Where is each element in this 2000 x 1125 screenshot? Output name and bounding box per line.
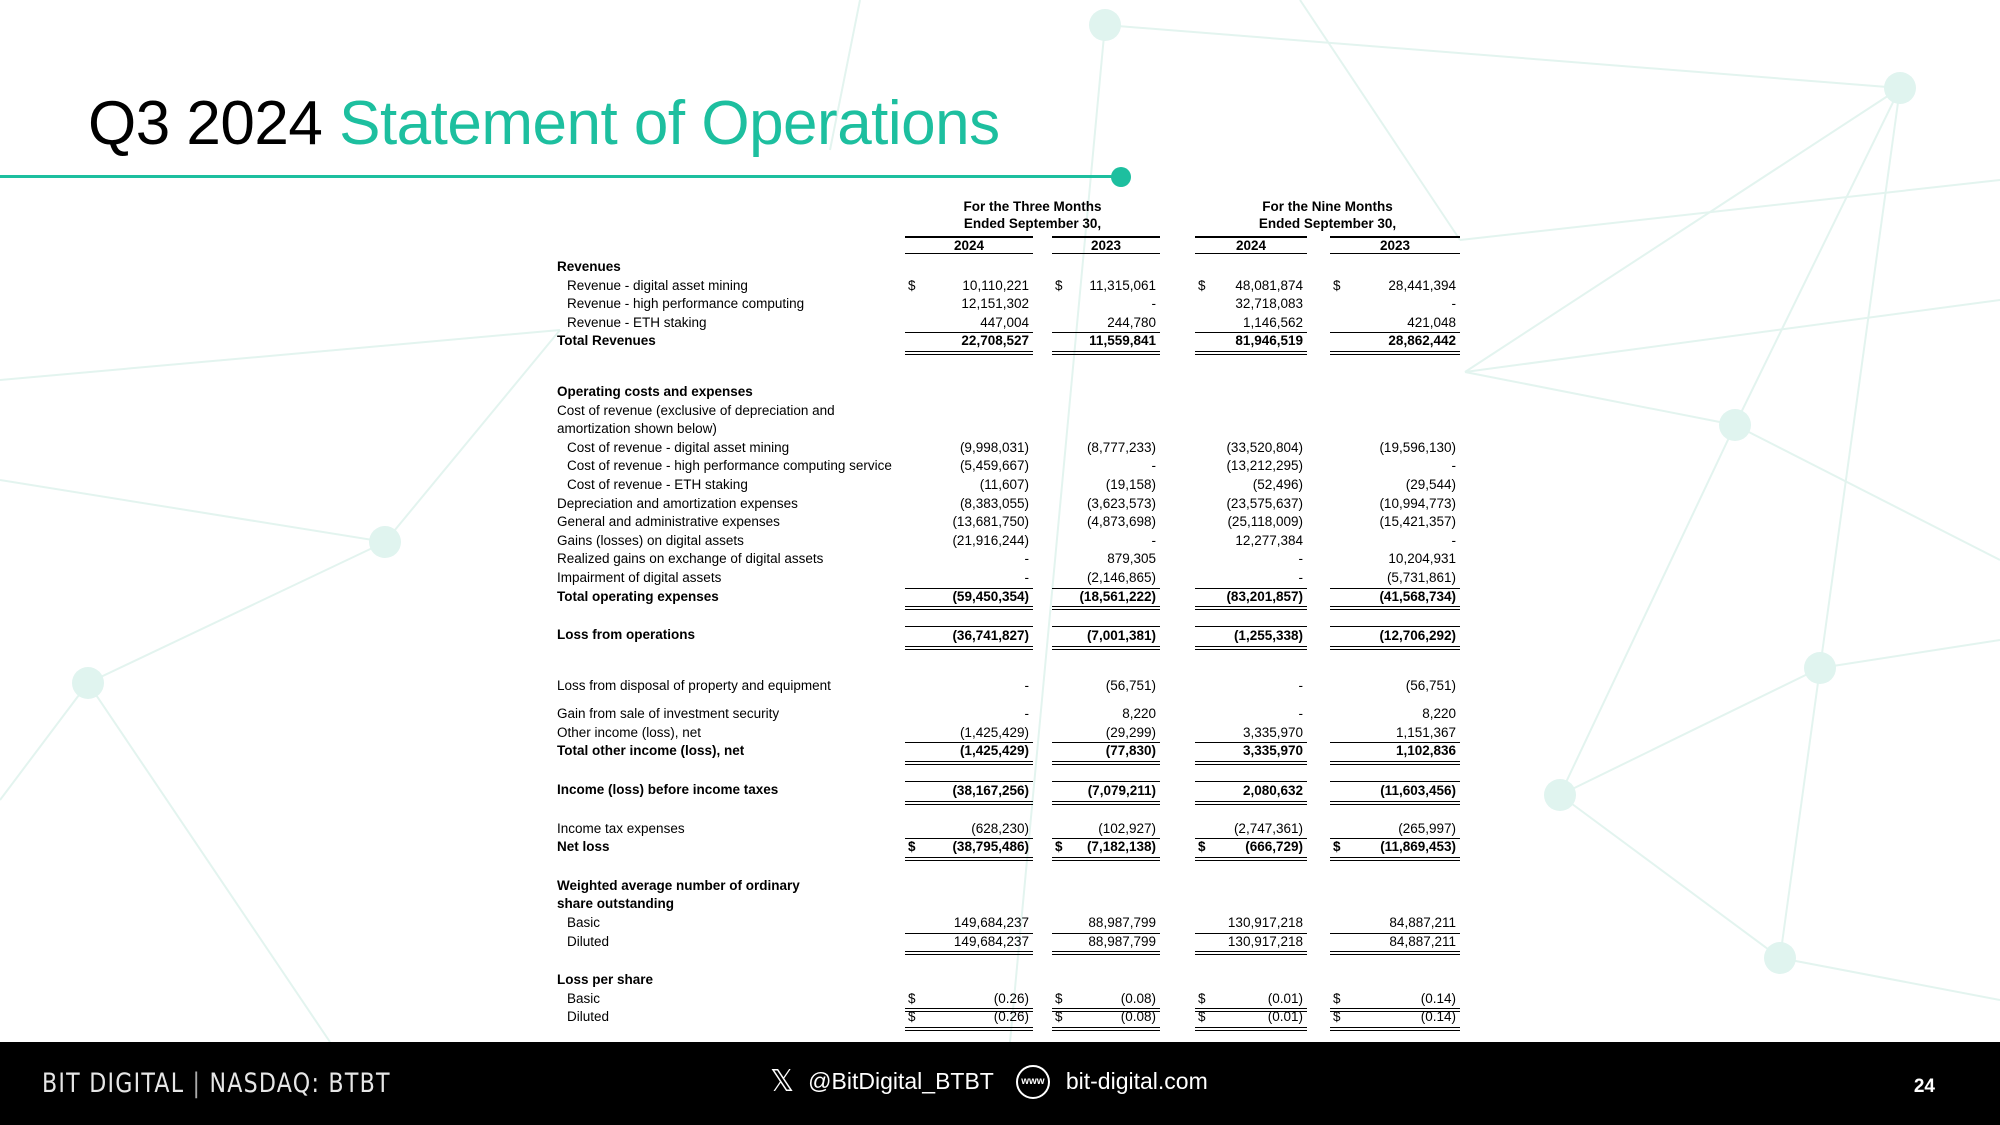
cell-value: 32,718,083 bbox=[1235, 296, 1303, 312]
table-row bbox=[555, 569, 1475, 588]
spacer-row bbox=[555, 800, 1475, 820]
table-cell bbox=[1052, 724, 1160, 744]
cell-value: (29,299) bbox=[1105, 724, 1156, 740]
cell-value: 81,946,519 bbox=[1235, 333, 1303, 349]
table-cell bbox=[1330, 532, 1460, 551]
table-row bbox=[555, 295, 1475, 314]
cell-value: (59,450,354) bbox=[952, 588, 1029, 604]
cell-value: 8,220 bbox=[1422, 706, 1456, 722]
cell-value: - bbox=[1298, 551, 1303, 567]
currency-symbol: $ bbox=[1055, 277, 1063, 293]
cell-value: (666,729) bbox=[1245, 839, 1303, 855]
cell-value: (2,747,361) bbox=[1233, 820, 1303, 836]
cell-value: (0.26) bbox=[993, 990, 1029, 1006]
cell-value: (36,741,827) bbox=[952, 628, 1029, 644]
table-row bbox=[555, 877, 1475, 896]
table-row bbox=[555, 476, 1475, 495]
row-label: Gain from sale of investment security bbox=[557, 706, 780, 722]
cell-value: (0.01) bbox=[1267, 990, 1303, 1006]
row-label: Diluted bbox=[567, 1009, 610, 1025]
cell-value: (628,230) bbox=[971, 820, 1029, 836]
currency-symbol: $ bbox=[1198, 277, 1206, 293]
row-label: Basic bbox=[567, 915, 601, 931]
table-cell bbox=[1330, 677, 1460, 696]
brand-name: BIT DIGITAL bbox=[42, 1068, 185, 1099]
www-icon: www bbox=[1016, 1065, 1050, 1099]
cell-value: (21,916,244) bbox=[952, 532, 1029, 548]
table-header bbox=[555, 196, 1475, 258]
title-underline-dot bbox=[1111, 167, 1131, 187]
table-cell bbox=[905, 724, 1033, 744]
cell-value: 421,048 bbox=[1407, 314, 1456, 330]
cell-value: (38,795,486) bbox=[952, 839, 1029, 855]
table-cell bbox=[1195, 277, 1307, 296]
spacer-row bbox=[555, 695, 1475, 705]
table-cell bbox=[1330, 550, 1460, 569]
cell-value: (7,182,138) bbox=[1086, 839, 1156, 855]
cell-value: 149,684,237 bbox=[953, 933, 1029, 949]
cell-value: 8,220 bbox=[1122, 706, 1156, 722]
cell-value: (15,421,357) bbox=[1379, 514, 1456, 530]
table-cell bbox=[905, 1008, 1033, 1031]
year-header: 2023 bbox=[1330, 236, 1460, 254]
cell-value: (33,520,804) bbox=[1226, 439, 1303, 455]
cell-value: 447,004 bbox=[980, 314, 1029, 330]
cell-value: - bbox=[1451, 296, 1456, 312]
table-cell bbox=[1195, 724, 1307, 744]
cell-value: (0.08) bbox=[1120, 990, 1156, 1006]
cell-value: 1,102,836 bbox=[1395, 743, 1456, 759]
currency-symbol: $ bbox=[908, 990, 916, 1006]
cell-value: (12,706,292) bbox=[1379, 628, 1456, 644]
spacer-row bbox=[555, 351, 1475, 383]
row-label: General and administrative expenses bbox=[557, 514, 780, 530]
table-cell bbox=[1330, 495, 1460, 514]
cell-value: (0.14) bbox=[1420, 990, 1456, 1006]
table-cell bbox=[1052, 457, 1160, 476]
table-cell bbox=[1330, 914, 1460, 934]
table-cell bbox=[1052, 314, 1160, 334]
table-row bbox=[555, 383, 1475, 402]
currency-symbol: $ bbox=[1333, 839, 1341, 855]
group-header-three-months: For the Three Months Ended September 30, bbox=[963, 199, 1102, 231]
cell-value: (0.14) bbox=[1420, 1009, 1456, 1025]
table-cell bbox=[905, 532, 1033, 551]
brand-logo: BIT DIGITAL | NASDAQ: BTBT bbox=[42, 1068, 391, 1099]
table-row bbox=[555, 838, 1475, 857]
cell-value: (1,425,429) bbox=[959, 743, 1029, 759]
table-cell bbox=[905, 569, 1033, 589]
cell-value: - bbox=[1151, 532, 1156, 548]
table-row bbox=[555, 742, 1475, 761]
statement-of-operations-table bbox=[555, 196, 1475, 1027]
table-cell bbox=[1330, 277, 1460, 296]
page-title bbox=[88, 88, 1000, 159]
currency-symbol: $ bbox=[908, 277, 916, 293]
cell-value: (1,255,338) bbox=[1233, 628, 1303, 644]
row-label: Cost of revenue - ETH staking bbox=[567, 476, 748, 492]
row-label: Operating costs and expenses bbox=[557, 383, 753, 399]
table-body bbox=[555, 258, 1475, 1027]
table-cell bbox=[1195, 532, 1307, 551]
currency-symbol: $ bbox=[1198, 990, 1206, 1006]
row-label: Revenue - digital asset mining bbox=[567, 277, 748, 293]
table-cell bbox=[1052, 495, 1160, 514]
table-row bbox=[555, 933, 1475, 952]
currency-symbol: $ bbox=[1055, 839, 1063, 855]
table-row bbox=[555, 550, 1475, 569]
table-row bbox=[555, 495, 1475, 514]
cell-value: (2,146,865) bbox=[1086, 569, 1156, 585]
table-cell bbox=[905, 439, 1033, 458]
row-label: Net loss bbox=[557, 839, 610, 855]
table-cell bbox=[1330, 1008, 1460, 1031]
table-cell bbox=[1195, 569, 1307, 589]
row-label: Cost of revenue - high performance computing service bbox=[567, 458, 892, 474]
footer-bar bbox=[0, 1042, 2000, 1125]
cell-value: - bbox=[1298, 677, 1303, 693]
group-header-nine-months: For the Nine Months Ended September 30, bbox=[1258, 199, 1397, 231]
table-cell bbox=[1052, 513, 1160, 532]
table-cell bbox=[905, 513, 1033, 532]
table-row bbox=[555, 1008, 1475, 1027]
cell-value: (8,777,233) bbox=[1086, 439, 1156, 455]
cell-value: 28,862,442 bbox=[1388, 333, 1456, 349]
row-label: Income tax expenses bbox=[557, 820, 685, 836]
cell-value: (19,158) bbox=[1105, 476, 1156, 492]
cell-value: 2,080,632 bbox=[1242, 783, 1303, 799]
cell-value: 879,305 bbox=[1107, 551, 1156, 567]
table-cell bbox=[1052, 820, 1160, 840]
cell-value: 84,887,211 bbox=[1389, 915, 1456, 931]
cell-value: (5,731,861) bbox=[1386, 569, 1456, 585]
cell-value: 84,887,211 bbox=[1389, 933, 1456, 949]
row-label: Loss from disposal of property and equipment bbox=[557, 677, 831, 693]
cell-value: (7,001,381) bbox=[1086, 628, 1156, 644]
cell-value: (11,603,456) bbox=[1380, 783, 1456, 799]
currency-symbol: $ bbox=[908, 839, 916, 855]
cell-value: (19,596,130) bbox=[1379, 439, 1456, 455]
cell-value: - bbox=[1451, 458, 1456, 474]
table-row bbox=[555, 705, 1475, 724]
table-cell bbox=[905, 705, 1033, 724]
table-cell bbox=[1052, 677, 1160, 696]
table-cell bbox=[1052, 532, 1160, 551]
table-row bbox=[555, 971, 1475, 990]
table-cell bbox=[1052, 705, 1160, 724]
cell-value: (265,997) bbox=[1398, 820, 1456, 836]
table-cell bbox=[1330, 314, 1460, 334]
table-cell bbox=[905, 677, 1033, 696]
cell-value: (77,830) bbox=[1105, 743, 1156, 759]
table-cell bbox=[1195, 457, 1307, 476]
table-cell bbox=[905, 295, 1033, 314]
cell-value: 22,708,527 bbox=[961, 333, 1029, 349]
cell-value: 149,684,237 bbox=[953, 915, 1029, 931]
page-number: 24 bbox=[1913, 1076, 1935, 1097]
table-cell bbox=[1330, 820, 1460, 840]
table-cell bbox=[1195, 1008, 1307, 1031]
table-cell bbox=[1330, 439, 1460, 458]
currency-symbol: $ bbox=[908, 1009, 916, 1025]
table-cell bbox=[1330, 476, 1460, 495]
cell-value: (3,623,573) bbox=[1086, 495, 1156, 511]
currency-symbol: $ bbox=[1198, 839, 1206, 855]
table-row bbox=[555, 457, 1475, 476]
cell-value: 12,151,302 bbox=[961, 296, 1029, 312]
row-label: amortization shown below) bbox=[557, 421, 717, 437]
row-label: Cost of revenue - digital asset mining bbox=[567, 439, 790, 455]
cell-value: - bbox=[1024, 677, 1029, 693]
x-icon[interactable]: 𝕏 bbox=[770, 1064, 795, 1099]
table-cell bbox=[1052, 550, 1160, 569]
table-cell bbox=[1195, 476, 1307, 495]
row-label: Cost of revenue (exclusive of depreciation and bbox=[557, 402, 835, 418]
cell-value: 244,780 bbox=[1107, 314, 1156, 330]
cell-value: 3,335,970 bbox=[1242, 724, 1303, 740]
table-cell bbox=[1330, 457, 1460, 476]
table-cell bbox=[1195, 550, 1307, 569]
row-label: share outstanding bbox=[557, 896, 675, 912]
row-label: Revenue - high performance computing bbox=[567, 296, 805, 312]
row-label: Income (loss) before income taxes bbox=[557, 782, 779, 798]
year-header: 2023 bbox=[1052, 236, 1160, 254]
table-cell bbox=[1195, 314, 1307, 334]
cell-value: (11,869,453) bbox=[1380, 839, 1456, 855]
table-row bbox=[555, 781, 1475, 800]
brand-ticker: NASDAQ: BTBT bbox=[209, 1068, 391, 1099]
cell-value: (1,425,429) bbox=[959, 724, 1029, 740]
cell-value: (83,201,857) bbox=[1226, 588, 1303, 604]
cell-value: (13,681,750) bbox=[952, 514, 1029, 530]
table-row bbox=[555, 277, 1475, 296]
cell-value: - bbox=[1298, 569, 1303, 585]
table-cell bbox=[1052, 476, 1160, 495]
cell-value: (8,383,055) bbox=[959, 495, 1029, 511]
spacer-row bbox=[555, 606, 1475, 626]
cell-value: 48,081,874 bbox=[1235, 277, 1303, 293]
spacer-row bbox=[555, 951, 1475, 971]
cell-value: (56,751) bbox=[1405, 677, 1456, 693]
row-label: Weighted average number of ordinary bbox=[557, 877, 800, 893]
cell-value: 130,917,218 bbox=[1227, 933, 1303, 949]
cell-value: - bbox=[1024, 706, 1029, 722]
cell-value: (29,544) bbox=[1405, 476, 1456, 492]
table-row bbox=[555, 820, 1475, 839]
table-cell bbox=[1195, 295, 1307, 314]
website-link[interactable]: bit-digital.com bbox=[1065, 1068, 1208, 1094]
cell-value: 12,277,384 bbox=[1235, 532, 1303, 548]
title-accent: Statement of Operations bbox=[339, 89, 1000, 158]
table-cell bbox=[1195, 820, 1307, 840]
row-label: Depreciation and amortization expenses bbox=[557, 495, 798, 511]
row-label: Loss from operations bbox=[557, 627, 696, 643]
cell-value: - bbox=[1151, 296, 1156, 312]
table-row bbox=[555, 626, 1475, 645]
currency-symbol: $ bbox=[1198, 1009, 1206, 1025]
row-label: Loss per share bbox=[557, 972, 654, 988]
cell-value: (25,118,009) bbox=[1227, 514, 1303, 530]
social-handle[interactable]: @BitDigital_BTBT bbox=[808, 1068, 994, 1094]
cell-value: (0.01) bbox=[1267, 1009, 1303, 1025]
table-cell bbox=[1195, 439, 1307, 458]
spacer-row bbox=[555, 857, 1475, 877]
cell-value: (18,561,222) bbox=[1079, 588, 1156, 604]
table-cell bbox=[1330, 569, 1460, 589]
cell-value: 28,441,394 bbox=[1388, 277, 1456, 293]
table-cell bbox=[1195, 914, 1307, 934]
cell-value: 3,335,970 bbox=[1242, 743, 1303, 759]
row-label: Other income (loss), net bbox=[557, 724, 702, 740]
row-label: Realized gains on exchange of digital assets bbox=[557, 551, 824, 567]
cell-value: 10,204,931 bbox=[1388, 551, 1456, 567]
table-cell bbox=[1195, 495, 1307, 514]
table-cell bbox=[1052, 439, 1160, 458]
table-cell bbox=[905, 495, 1033, 514]
table-cell bbox=[1330, 724, 1460, 744]
title-plain: Q3 2024 bbox=[88, 89, 323, 158]
cell-value: (38,167,256) bbox=[952, 783, 1029, 799]
table-row bbox=[555, 677, 1475, 696]
currency-symbol: $ bbox=[1333, 277, 1341, 293]
table-cell bbox=[905, 820, 1033, 840]
row-label: Impairment of digital assets bbox=[557, 569, 722, 585]
table-cell bbox=[1195, 513, 1307, 532]
currency-symbol: $ bbox=[1333, 990, 1341, 1006]
social-links bbox=[770, 1064, 1208, 1099]
row-label: Diluted bbox=[567, 933, 610, 949]
cell-value: (9,998,031) bbox=[959, 439, 1029, 455]
cell-value: 130,917,218 bbox=[1227, 915, 1303, 931]
cell-value: - bbox=[1298, 706, 1303, 722]
year-header: 2024 bbox=[905, 236, 1033, 254]
cell-value: - bbox=[1151, 458, 1156, 474]
table-cell bbox=[1052, 277, 1160, 296]
table-row bbox=[555, 914, 1475, 933]
table-cell bbox=[1195, 705, 1307, 724]
cell-value: (7,079,211) bbox=[1087, 783, 1156, 799]
cell-value: - bbox=[1024, 551, 1029, 567]
row-label: Basic bbox=[567, 990, 601, 1006]
table-row bbox=[555, 258, 1475, 277]
row-label: Revenues bbox=[557, 259, 621, 274]
table-cell bbox=[1052, 914, 1160, 934]
table-cell bbox=[1052, 295, 1160, 314]
table-cell bbox=[905, 550, 1033, 569]
currency-symbol: $ bbox=[1055, 1009, 1063, 1025]
table-row bbox=[555, 314, 1475, 333]
cell-value: (41,568,734) bbox=[1379, 588, 1456, 604]
table-cell bbox=[1330, 295, 1460, 314]
cell-value: (0.08) bbox=[1120, 1009, 1156, 1025]
cell-value: 11,315,061 bbox=[1089, 277, 1156, 293]
table-cell bbox=[905, 457, 1033, 476]
row-label: Gains (losses) on digital assets bbox=[557, 532, 744, 548]
table-row bbox=[555, 420, 1475, 439]
cell-value: (52,496) bbox=[1252, 476, 1303, 492]
cell-value: - bbox=[1451, 532, 1456, 548]
table-row bbox=[555, 402, 1475, 421]
cell-value: 1,146,562 bbox=[1242, 314, 1303, 330]
cell-value: (4,873,698) bbox=[1086, 514, 1156, 530]
row-label: Total other income (loss), net bbox=[557, 743, 745, 759]
cell-value: - bbox=[1024, 569, 1029, 585]
table-row bbox=[555, 439, 1475, 458]
cell-value: (56,751) bbox=[1105, 677, 1156, 693]
table-cell bbox=[1330, 705, 1460, 724]
cell-value: 10,110,221 bbox=[962, 277, 1029, 293]
table-row bbox=[555, 724, 1475, 743]
row-label: Revenue - ETH staking bbox=[567, 314, 707, 330]
spacer-row bbox=[555, 645, 1475, 677]
spacer-row bbox=[555, 761, 1475, 781]
year-header: 2024 bbox=[1195, 236, 1307, 254]
cell-value: (5,459,667) bbox=[959, 458, 1029, 474]
table-row bbox=[555, 990, 1475, 1009]
title-underline bbox=[0, 175, 1112, 178]
table-cell bbox=[1052, 569, 1160, 589]
currency-symbol: $ bbox=[1055, 990, 1063, 1006]
cell-value: 11,559,841 bbox=[1089, 333, 1156, 349]
cell-value: 88,987,799 bbox=[1088, 915, 1156, 931]
cell-value: (23,575,637) bbox=[1226, 495, 1303, 511]
table-row bbox=[555, 895, 1475, 914]
cell-value: (13,212,295) bbox=[1226, 458, 1303, 474]
table-cell bbox=[905, 314, 1033, 334]
table-row bbox=[555, 588, 1475, 607]
table-row bbox=[555, 513, 1475, 532]
table-cell bbox=[1330, 513, 1460, 532]
cell-value: 1,151,367 bbox=[1395, 724, 1456, 740]
cell-value: (102,927) bbox=[1098, 820, 1156, 836]
table-row bbox=[555, 532, 1475, 551]
currency-symbol: $ bbox=[1333, 1009, 1341, 1025]
row-label: Total Revenues bbox=[557, 333, 656, 349]
table-cell bbox=[1195, 677, 1307, 696]
cell-value: 88,987,799 bbox=[1088, 933, 1156, 949]
cell-value: (0.26) bbox=[993, 1009, 1029, 1025]
table-cell bbox=[905, 914, 1033, 934]
row-label: Total operating expenses bbox=[557, 588, 719, 604]
table-row bbox=[555, 332, 1475, 351]
table-cell bbox=[905, 277, 1033, 296]
table-cell bbox=[1052, 1008, 1160, 1031]
cell-value: (11,607) bbox=[979, 476, 1029, 492]
cell-value: (10,994,773) bbox=[1379, 495, 1456, 511]
table-cell bbox=[905, 476, 1033, 495]
